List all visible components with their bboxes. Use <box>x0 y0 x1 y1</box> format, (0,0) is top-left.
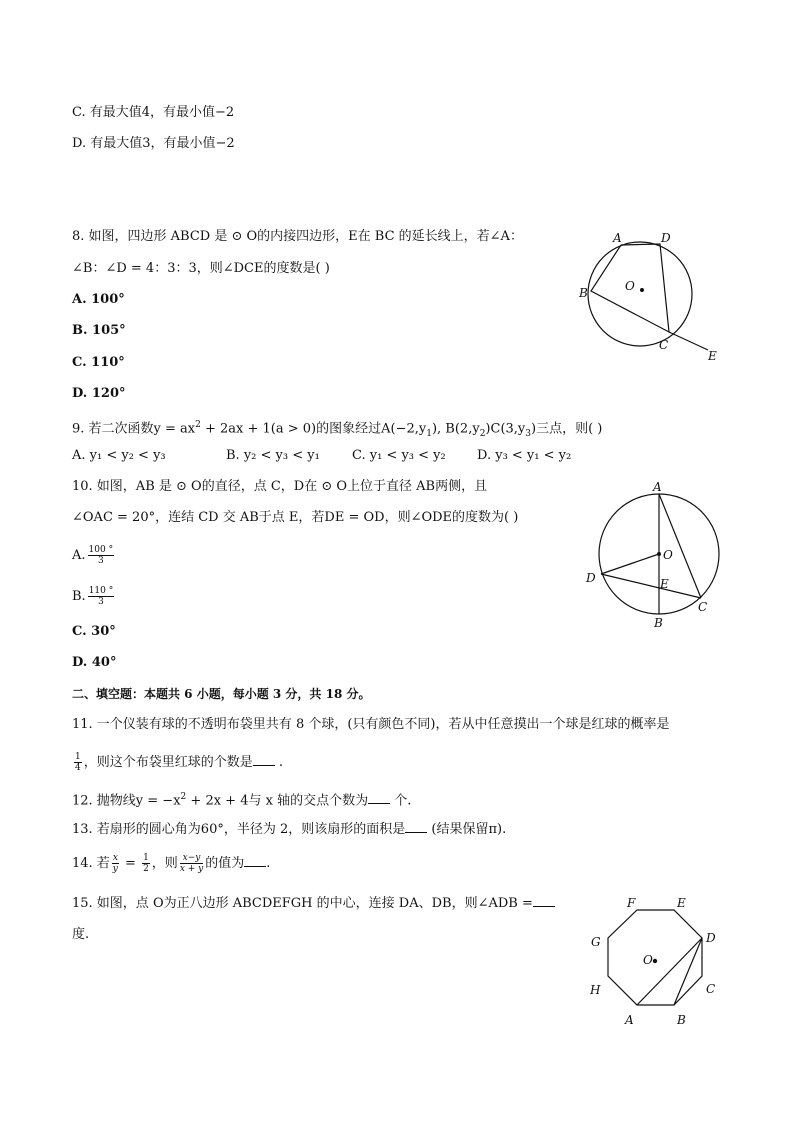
q8-label-d: D <box>661 231 671 245</box>
q11-answer-blank[interactable] <box>253 753 275 766</box>
q8-option-c: C. 110° <box>72 355 125 370</box>
q15-label-a: A <box>625 1013 634 1027</box>
q7-option-c: C. 有最大值4，有最小值−2 <box>72 105 235 120</box>
q8-stem-line1: 8. 如图，四边形 ABCD 是 ⊙ O的内接四边形，E在 BC 的延长线上，若∠A： <box>72 229 523 244</box>
q10-label-a: A <box>653 480 662 494</box>
q10-label-o: O <box>663 548 673 562</box>
section-2-heading: 二、填空题：本题共 6 小题，每小题 3 分，共 18 分。 <box>72 687 371 701</box>
q15-stem-line2: 度. <box>72 927 90 942</box>
q8-stem-line2: ∠B：∠D = 4：3：3，则∠DCE的度数是( ) <box>72 261 330 276</box>
q9-stem: 9. 若二次函数$y = ax^2 + 2ax + 1(a > 0)$的图象经过$A(-2,y_1)$, $B(2,y_2)C(3,y_3)$三点，则( ) <box>72 420 603 439</box>
q7-option-d: D. 有最大值3，有最小值−2 <box>72 136 235 151</box>
q15-label-b: B <box>677 1013 686 1027</box>
q14-answer-blank[interactable] <box>244 854 266 867</box>
q15-label-e: E <box>677 896 686 910</box>
q8-figure-cyclic-quadrilateral <box>572 228 732 368</box>
q9-option-c: C. y₁ < y₃ < y₂ <box>352 448 446 463</box>
q10-option-d: D. 40° <box>72 655 117 670</box>
q10-label-d: D <box>586 571 596 585</box>
q9-option-d: D. y₃ < y₁ < y₂ <box>477 448 572 463</box>
q10-stem-line2: ∠OAC = 20°，连结 CD 交 AB于点 E，若DE = OD，则∠ODE的度数为( ) <box>72 510 519 525</box>
q13-answer-blank[interactable] <box>405 820 427 833</box>
q10-option-c: C. 30° <box>72 624 116 639</box>
q8-label-c: C <box>659 338 669 352</box>
q10-label-b: B <box>654 616 663 630</box>
q11-stem-line2: $\frac{1}{4}$ ，则这个布袋里红球的个数是 . <box>75 752 284 773</box>
q14-stem: 14. 若 $\frac{x}{y}$ = $\frac{1}{2}$ ，则 $\frac{x-y}{x + y}$ 的值为 . <box>72 853 271 874</box>
q15-label-d: D <box>706 931 716 945</box>
q15-label-c: C <box>706 982 716 996</box>
q15-figure-regular-octagon <box>582 893 722 1033</box>
q8-option-a: A. 100° <box>72 292 125 307</box>
q11-stem-line1: 11. 一个仪装有球的不透明布袋里共有 8 个球，(只有颜色不同)，若从中任意摸出一个球是红球的概率是 <box>72 717 670 732</box>
q8-option-b: B. 105° <box>72 323 126 338</box>
q15-label-f: F <box>627 896 636 910</box>
q10-figure-circle-diameter <box>580 478 720 630</box>
q9-option-a: A. y₁ < y₂ < y₃ <box>72 448 166 463</box>
q9-option-b: B. y₂ < y₃ < y₁ <box>226 448 320 463</box>
q12-answer-blank[interactable] <box>368 791 390 804</box>
q10-option-b: B. $\frac{110 ^\circ}{3}$ <box>72 586 114 607</box>
q15-label-o: O <box>643 953 653 967</box>
q10-stem-line1: 10. 如图，AB 是 ⊙ O的直径，点 C，D在 ⊙ O上位于直径 AB两侧，且 <box>72 479 488 494</box>
q8-label-b: B <box>579 286 588 300</box>
q15-label-h: H <box>590 983 601 997</box>
q15-label-g: G <box>591 935 601 949</box>
q8-option-d: D. 120° <box>72 386 126 401</box>
q15-answer-blank[interactable] <box>533 894 555 907</box>
q10-label-e: E <box>660 577 669 591</box>
q12-stem: 12. 抛物线$y = -x^2 + 2x + 4$与 x 轴的交点个数为 个. <box>72 792 412 809</box>
q15-stem-line1: 15. 如图，点 O为正八边形 ABCDEFGH 的中心，连接 DA、DB，则∠ADB = <box>72 894 555 913</box>
q8-label-e: E <box>708 349 717 363</box>
q8-label-a: A <box>613 231 622 245</box>
q10-option-a: A. $\frac{100 ^\circ}{3}$ <box>72 545 114 566</box>
q8-label-o: O <box>625 279 635 293</box>
q10-label-c: C <box>698 600 708 614</box>
q13-stem: 13. 若扇形的圆心角为60°，半径为 2，则该扇形的面积是 (结果保留π). <box>72 822 507 837</box>
